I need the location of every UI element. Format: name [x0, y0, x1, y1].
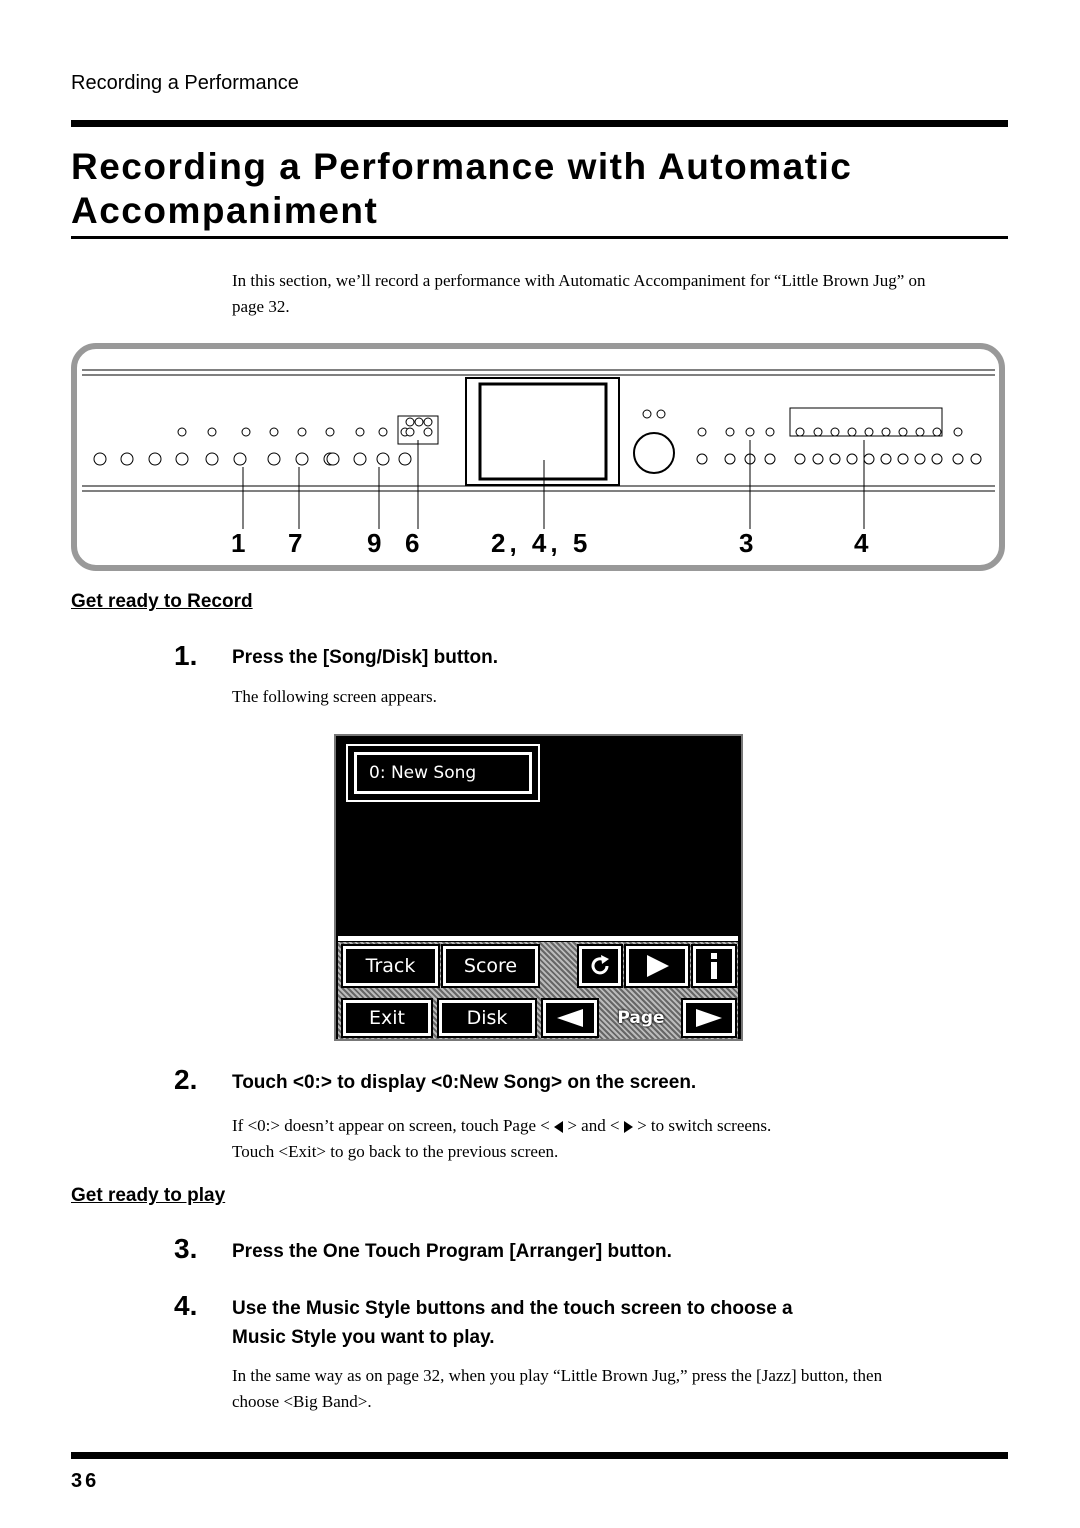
screen-divider — [338, 936, 738, 941]
step-3-number: 3. — [174, 1233, 198, 1264]
callout-9: 9 — [367, 528, 382, 558]
get-ready-play-heading: Get ready to play — [71, 1185, 226, 1206]
disk-button[interactable]: Disk — [439, 1000, 535, 1036]
play-icon[interactable] — [626, 946, 688, 986]
callout-4: 4 — [854, 528, 869, 558]
step-1-text: Press the [Song/Disk] button. — [232, 647, 499, 668]
step-1-number: 1. — [174, 640, 198, 671]
header-rule — [71, 120, 1008, 127]
score-button[interactable]: Score — [443, 946, 538, 986]
step-3-text: Press the One Touch Program [Arranger] button. — [232, 1241, 672, 1262]
track-button[interactable]: Track — [343, 946, 438, 986]
title-rule — [71, 236, 1008, 239]
info-icon[interactable] — [693, 946, 735, 986]
footer-rule — [71, 1452, 1008, 1459]
callout-3: 3 — [739, 528, 754, 558]
step-2-text: Touch <0:> to display <0:New Song> on the screen. — [232, 1072, 697, 1093]
step-2-note-1 — [232, 1113, 771, 1139]
step-2-note-2: Touch <Exit> to go back to the previous screen. — [232, 1142, 559, 1161]
loop-icon[interactable] — [579, 946, 621, 986]
new-song-box[interactable] — [346, 744, 540, 802]
get-ready-record-heading: Get ready to Record — [71, 591, 253, 612]
page-right-icon[interactable] — [683, 1000, 735, 1036]
step-2-note-1c: > to switch screens. — [637, 1116, 772, 1135]
page-left-icon[interactable] — [543, 1000, 597, 1036]
step-2-note-1a: If <0:> doesn’t appear on screen, touch Page < — [232, 1116, 550, 1135]
step-1-note: The following screen appears. — [232, 687, 437, 706]
callout-6: 6 — [405, 528, 420, 558]
step-4-text-line-1: Use the Music Style buttons and the touch screen to choose a — [232, 1298, 793, 1319]
right-triangle-icon — [624, 1121, 633, 1133]
callout-1: 1 — [231, 528, 246, 558]
page-number: 36 — [71, 1470, 100, 1492]
intro-paragraph: In this section, we’ll record a performance with Automatic Accompaniment for “Little Brown Jug” on page 32. — [232, 271, 926, 316]
step-4-text-line-2: Music Style you want to play. — [232, 1327, 495, 1348]
callout-2-4-5: 2, 4, 5 — [491, 528, 592, 558]
callout-7: 7 — [288, 528, 303, 558]
running-header: Recording a Performance — [71, 72, 299, 94]
step-2-note-1b: > and < — [567, 1116, 620, 1135]
step-4-number: 4. — [174, 1290, 198, 1321]
new-song-label: 0: New Song — [354, 752, 532, 794]
section-title: Recording a Performance with Automatic Accompaniment — [71, 146, 853, 231]
page-label: Page — [617, 1008, 665, 1028]
step-4-note: In the same way as on page 32, when you play “Little Brown Jug,” press the [Jazz] button, then choose <Big Band>. — [232, 1366, 883, 1411]
step-2-number: 2. — [174, 1064, 198, 1095]
touch-screen — [334, 734, 743, 1041]
exit-button[interactable]: Exit — [343, 1000, 431, 1036]
left-triangle-icon — [554, 1121, 563, 1133]
